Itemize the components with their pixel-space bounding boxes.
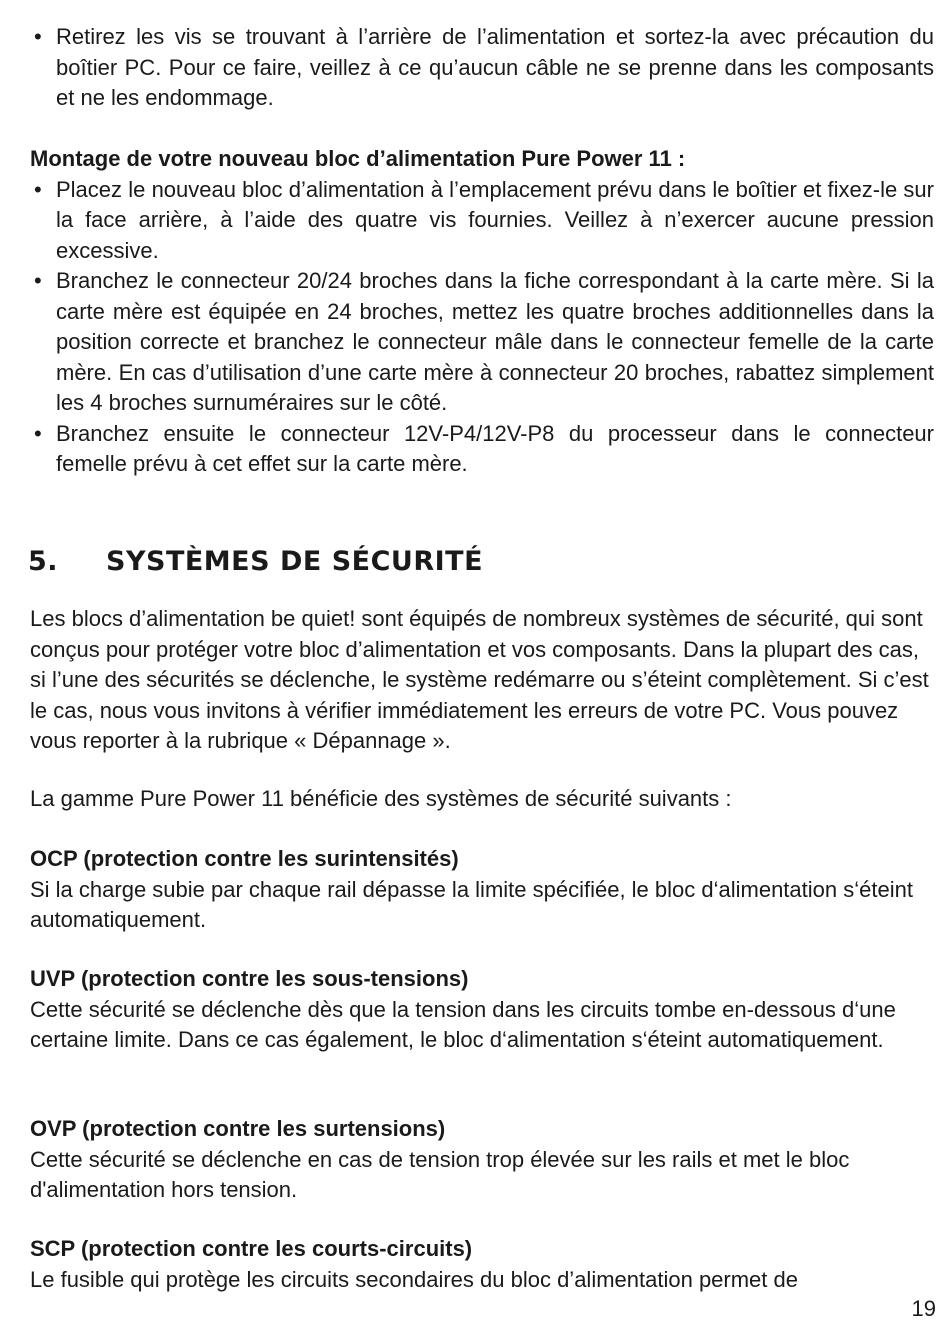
section-title-text: SYSTÈMES DE SÉCURITÉ [106,546,484,577]
section-intro-paragraph: Les blocs d’alimentation be quiet! sont équipés de nombreux systèmes de sécurité, qui sont conçus pour protéger votre bloc d’alimentation et vos composants. Dans la plupart des cas, si l’une des sécurités se déclenche, le système redémarre ou s’éteint complètement. Si c’est le cas, nous vous invitons à vérifier immédiatement les erreurs de votre PC. Vous pouvez vous reporter à la rubrique « Dépannage ». [30,606,929,753]
page-number: 19 [911,1296,936,1321]
section-number: 5. [28,546,59,577]
list-item [30,22,934,114]
bullet-text: Branchez le connecteur 20/24 broches dans la fiche correspondant à la carte mère. Si la carte mère est équipée en 24 broches, mettez les quatre broches additionnelles dans la position correcte et branchez le connecteur mâle dans le connecteur femelle de la carte mère. En cas d’utilisation d’une carte mère à connecteur 20 broches, rabattez simplement les 4 broches surnuméraires sur le côté. [56,268,934,415]
protection-ocp [30,844,934,936]
bullet-glyph: • [34,268,42,293]
bullet-glyph: • [34,420,42,446]
mounting-heading: Montage de votre nouveau bloc d’alimentation Pure Power 11 : [30,146,686,171]
protection-title: OCP (protection contre les surintensités) [30,846,459,871]
bullet-glyph: • [34,24,42,49]
list-item [30,175,934,267]
section-intro-block [30,604,934,757]
protection-text: Le fusible qui protège les circuits secondaires du bloc d’alimentation permet de [30,1266,798,1292]
protection-uvp [30,964,934,1056]
protection-text: Cette sécurité se déclenche dès que la tension dans les circuits tombe en-dessous d‘une certaine limite. Dans ce cas également, le bloc d‘alimentation s‘éteint automatiquement. [30,996,896,1052]
list-item [30,266,934,419]
bullet-text: Placez le nouveau bloc d’alimentation à l’emplacement prévu dans le boîtier et fixez-le sur la face arrière, à l’aide des quatre vis fournies. Veillez à n’exercer aucune pression excessive. [56,176,934,263]
bullet-text: Branchez ensuite le connecteur 12V-P4/12V-P8 du processeur dans le connecteur femelle prévu à cet effet sur la carte mère. [56,420,934,476]
list-item [30,419,934,480]
intro-bullet-block [30,22,934,114]
protection-text: Si la charge subie par chaque rail dépasse la limite spécifiée, le bloc d‘alimentation s‘éteint automatiquement. [30,876,913,932]
intro-bullet-list [30,22,934,114]
protection-text: Cette sécurité se déclenche en cas de tension trop élevée sur les rails et met le bloc d'alimentation hors tension. [30,1146,850,1202]
mounting-block [30,144,934,480]
protection-title: UVP (protection contre les sous-tensions) [30,966,469,991]
mounting-bullet-list [30,175,934,480]
bullet-text: Retirez les vis se trouvant à l’arrière de l’alimentation et sortez-la avec précaution du boîtier PC. Pour ce faire, veillez à ce qu’aucun câble ne se prenne dans les composants et ne les endommage. [56,24,934,110]
bullet-glyph: • [34,176,42,202]
protection-ovp [30,1114,934,1206]
section-title [28,544,483,580]
protection-title: OVP (protection contre les surtensions) [30,1116,446,1141]
range-line-block [30,784,934,815]
range-line: La gamme Pure Power 11 bénéficie des systèmes de sécurité suivants : [30,786,732,811]
protection-title: SCP (protection contre les courts-circuits) [30,1236,473,1261]
protection-scp [30,1234,934,1295]
